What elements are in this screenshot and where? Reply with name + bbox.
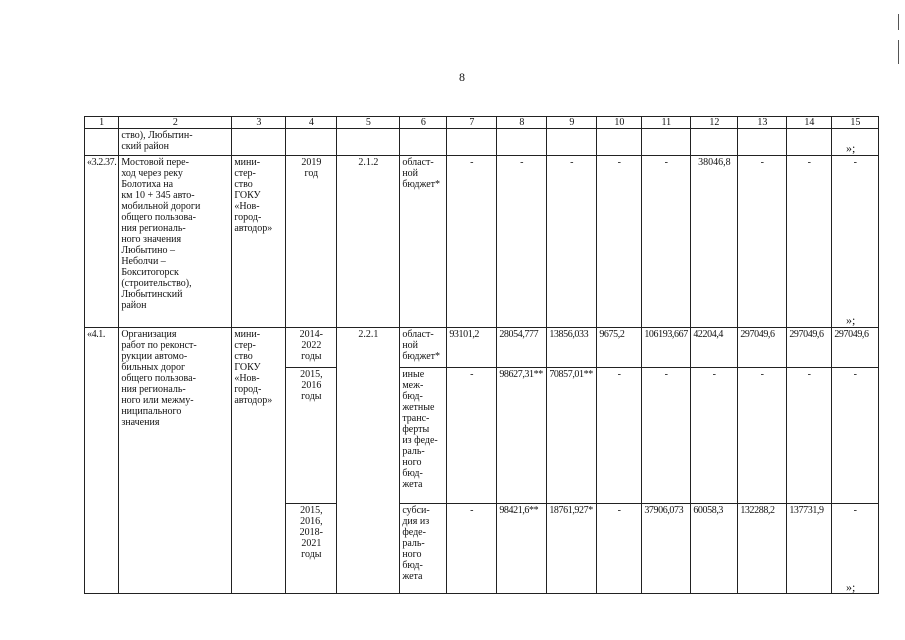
cell-object-name: ство), Любытин- ский район <box>119 129 232 156</box>
cell-value: 28054,777 <box>497 328 547 368</box>
cell-value: - <box>642 156 691 328</box>
cell-value: - <box>597 156 642 328</box>
table-cell <box>497 129 547 156</box>
cell-value: - <box>642 368 691 504</box>
cell-value: 297049,6 <box>738 328 787 368</box>
cell-value: 137731,9 <box>787 504 832 594</box>
header-cell: 12 <box>691 117 738 129</box>
header-cell: 5 <box>337 117 400 129</box>
table-row-41 <box>85 328 879 368</box>
header-cell: 11 <box>642 117 691 129</box>
header-cell: 15 <box>832 117 879 129</box>
cell-code: 2.1.2 <box>337 156 400 328</box>
header-cell: 9 <box>547 117 597 129</box>
closing-quote-mark: »; <box>846 141 856 155</box>
cell-value: - <box>597 368 642 504</box>
header-cell: 6 <box>400 117 447 129</box>
header-cell: 10 <box>597 117 642 129</box>
cell-year: 2019 год <box>286 156 337 328</box>
header-cell: 3 <box>232 117 286 129</box>
cell-value: - <box>832 368 879 504</box>
header-cell: 7 <box>447 117 497 129</box>
cell-value: 13856,033 <box>547 328 597 368</box>
cell-value: - <box>447 368 497 504</box>
cell-object-name: Мостовой пере- ход через реку Болотиха на км 10 + 345 авто- мобильной дороги общего пользова- ния региональ- ного значения Любытино – Неболчи – Бокситогорск (строительство), Любытинский район <box>119 156 232 328</box>
table-cell <box>232 129 286 156</box>
cell-value: 9675,2 <box>597 328 642 368</box>
cell-value: 132288,2 <box>738 504 787 594</box>
cell-number: «3.2.37. <box>85 156 119 328</box>
cell-value: - <box>787 156 832 328</box>
header-cell: 2 <box>119 117 232 129</box>
cell-funding-source: област- ной бюджет* <box>400 328 447 368</box>
cell-value: - <box>738 368 787 504</box>
margin-mark <box>898 14 899 30</box>
cell-year: 2015, 2016, 2018- 2021 годы <box>286 504 337 594</box>
cell-code: 2.2.1 <box>337 328 400 594</box>
cell-executor: мини- стер- ство ГОКУ «Нов- город- автодор» <box>232 156 286 328</box>
cell-object-name: Организация работ по реконст- рукции автомо- бильных дорог общего пользова- ния региональ- ного или межму- ниципального значения <box>119 328 232 594</box>
closing-quote-mark: »; <box>846 313 856 327</box>
table-cell <box>597 129 642 156</box>
table-row-continuation <box>85 129 879 156</box>
margin-mark <box>898 40 899 64</box>
table-cell <box>447 129 497 156</box>
program-table <box>84 116 879 594</box>
table-cell <box>547 129 597 156</box>
cell-funding-source: област- ной бюджет* <box>400 156 447 328</box>
cell-funding-source: субси- дия из феде- раль- ного бюд- жета <box>400 504 447 594</box>
cell-funding-source: иные меж- бюд- жетные транс- ферты из феде- раль- ного бюд- жета <box>400 368 447 504</box>
header-cell: 13 <box>738 117 787 129</box>
cell-number: «4.1. <box>85 328 119 594</box>
table-cell <box>738 129 787 156</box>
cell-value: - <box>832 156 879 328</box>
cell-value: - <box>447 156 497 328</box>
cell-number <box>85 129 119 156</box>
table-cell <box>787 129 832 156</box>
cell-value: - <box>738 156 787 328</box>
cell-value: 38046,8 <box>691 156 738 328</box>
cell-value: 297049,6 <box>787 328 832 368</box>
header-cell: 14 <box>787 117 832 129</box>
header-cell: 8 <box>497 117 547 129</box>
cell-value: 70857,01** <box>547 368 597 504</box>
cell-value: 93101,2 <box>447 328 497 368</box>
cell-executor: мини- стер- ство ГОКУ «Нов- город- автодор» <box>232 328 286 594</box>
cell-year: 2014- 2022 годы <box>286 328 337 368</box>
cell-value: 98421,6** <box>497 504 547 594</box>
table-cell <box>400 129 447 156</box>
cell-value: 60058,3 <box>691 504 738 594</box>
table-cell <box>286 129 337 156</box>
cell-value: - <box>597 504 642 594</box>
cell-value: 106193,667 <box>642 328 691 368</box>
cell-value: - <box>497 156 547 328</box>
table-cell <box>691 129 738 156</box>
closing-quote-mark: »; <box>846 580 856 594</box>
header-cell: 1 <box>85 117 119 129</box>
cell-value: 18761,927* <box>547 504 597 594</box>
cell-value: - <box>547 156 597 328</box>
page-number: 8 <box>459 70 465 84</box>
header-cell: 4 <box>286 117 337 129</box>
cell-value: 98627,31** <box>497 368 547 504</box>
cell-year: 2015, 2016 годы <box>286 368 337 504</box>
cell-value: 42204,4 <box>691 328 738 368</box>
cell-value: 37906,073 <box>642 504 691 594</box>
table-row-3237 <box>85 156 879 328</box>
cell-value: 297049,6 <box>832 328 879 368</box>
header-row <box>85 117 879 129</box>
cell-value: - <box>832 504 879 594</box>
table-cell <box>642 129 691 156</box>
table-cell <box>337 129 400 156</box>
cell-value: - <box>447 504 497 594</box>
cell-value: - <box>691 368 738 504</box>
cell-value: - <box>787 368 832 504</box>
